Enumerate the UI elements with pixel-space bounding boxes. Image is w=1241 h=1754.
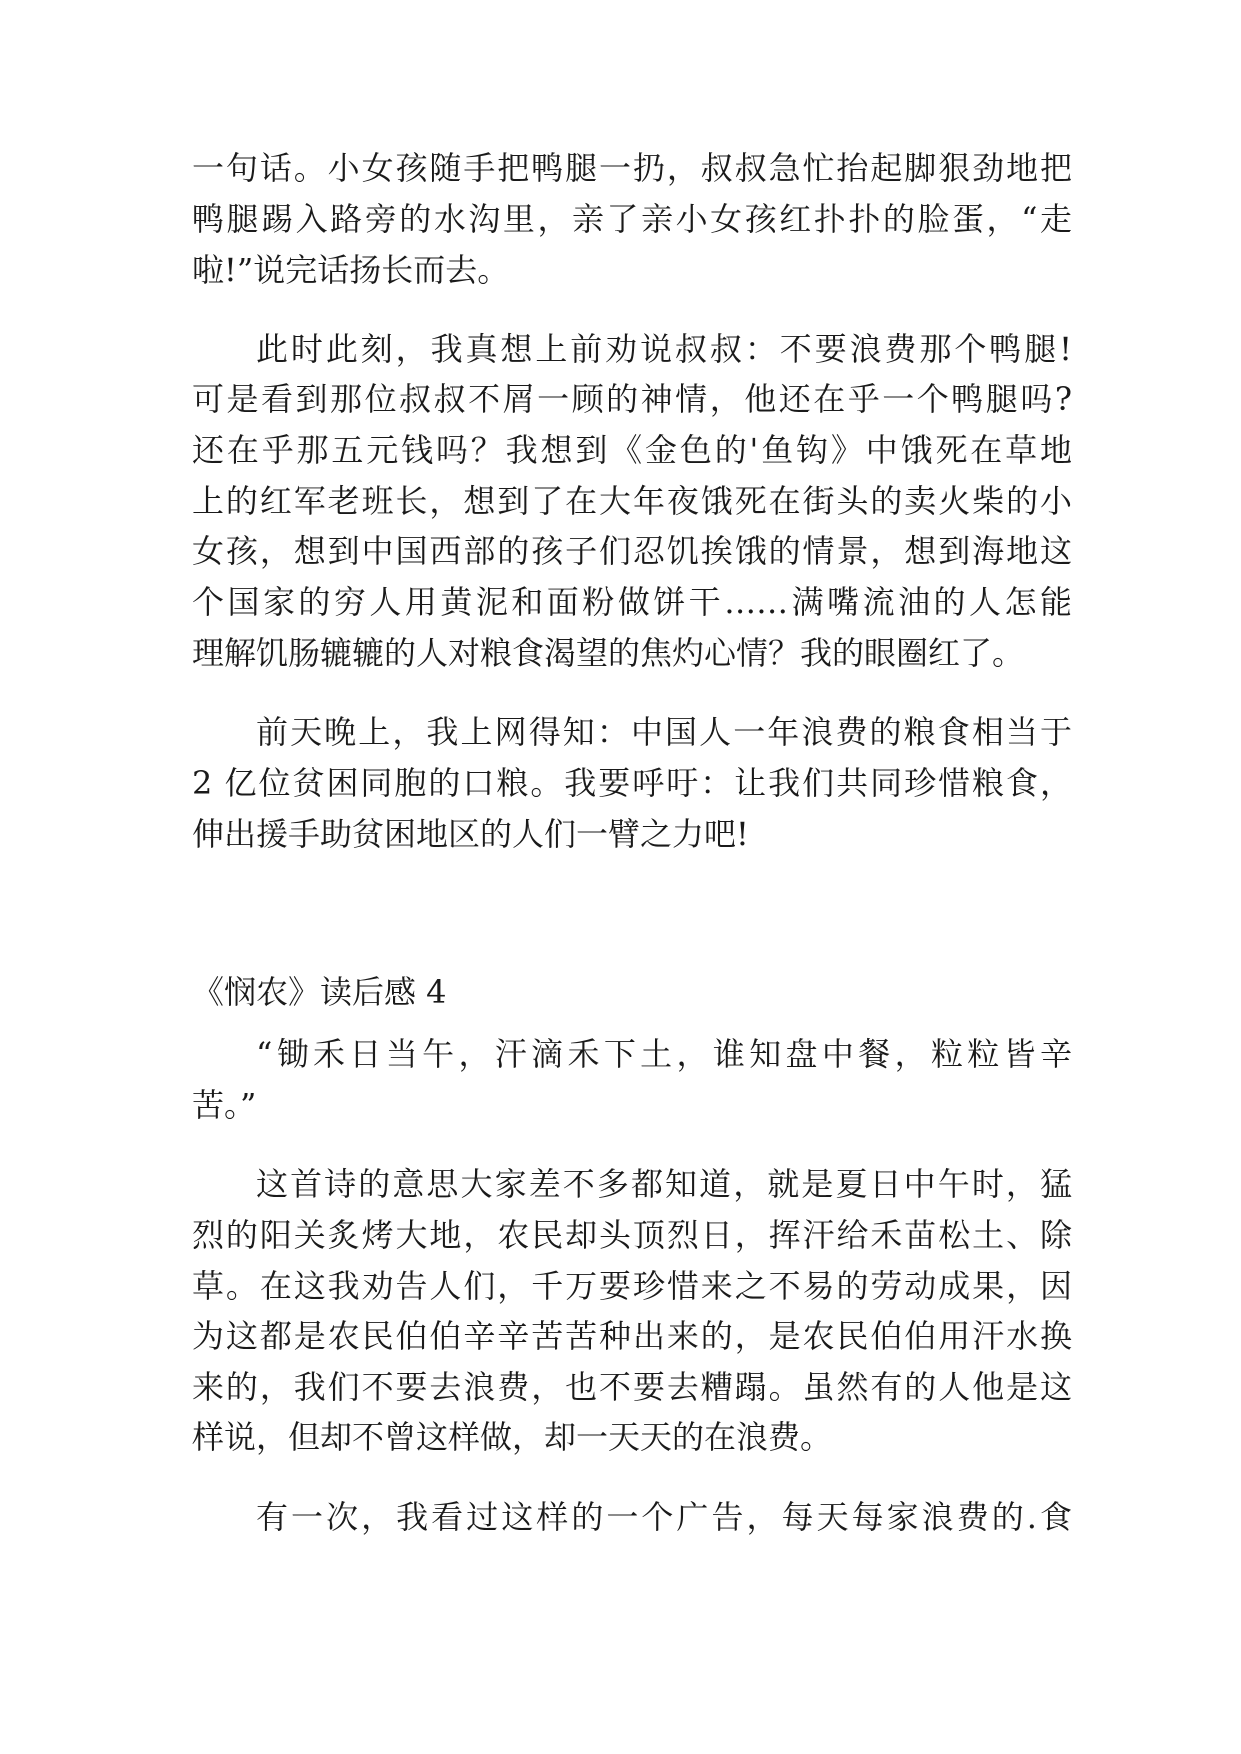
paragraph-line: 上的红军老班长，想到了在大年夜饿死在街头的卖火柴的小	[192, 482, 1072, 520]
paragraph-line: “锄禾日当午，汗滴禾下土，谁知盘中餐，粒粒皆辛	[256, 1035, 1072, 1073]
paragraph-line: 啦!”说完话扬长而去。	[192, 251, 510, 289]
paragraph-line: 苦。”	[192, 1086, 257, 1124]
paragraph-line: 女孩，想到中国西部的孩子们忍饥挨饿的情景，想到海地这	[192, 532, 1072, 570]
paragraph-line: 烈的阳关炙烤大地，农民却头顶烈日，挥汗给禾苗松土、除	[192, 1216, 1072, 1254]
paragraph-line: 前天晚上，我上网得知：中国人一年浪费的粮食相当于	[256, 713, 1072, 751]
paragraph-line: 来的，我们不要去浪费，也不要去糟蹋。虽然有的人他是这	[192, 1368, 1072, 1406]
paragraph-line: 2 亿位贫困同胞的口粮。我要呼吁：让我们共同珍惜粮食，	[192, 764, 1072, 802]
paragraph-line: 此时此刻，我真想上前劝说叔叔：不要浪费那个鸭腿!	[256, 330, 1072, 368]
paragraph-line: 理解饥肠辘辘的人对粮食渴望的焦灼心情？我的眼圈红了。	[192, 634, 1025, 672]
paragraph-line: 可是看到那位叔叔不屑一顾的神情，他还在乎一个鸭腿吗?	[192, 380, 1072, 418]
section-heading: 《悯农》读后感 4	[192, 973, 447, 1011]
paragraph-line: 个国家的穷人用黄泥和面粉做饼干……满嘴流油的人怎能	[192, 583, 1072, 621]
paragraph-line: 还在乎那五元钱吗？我想到《金色的'鱼钩》中饿死在草地	[192, 431, 1072, 469]
paragraph-line: 有一次，我看过这样的一个广告，每天每家浪费的.食	[256, 1498, 1072, 1536]
paragraph-line: 草。在这我劝告人们，千万要珍惜来之不易的劳动成果，因	[192, 1267, 1072, 1305]
paragraph-line: 一句话。小女孩随手把鸭腿一扔，叔叔急忙抬起脚狠劲地把	[192, 149, 1072, 187]
paragraph-line: 为这都是农民伯伯辛辛苦苦种出来的，是农民伯伯用汗水换	[192, 1317, 1072, 1355]
paragraph-line: 这首诗的意思大家差不多都知道，就是夏日中午时，猛	[256, 1165, 1072, 1203]
paragraph-line: 样说，但却不曾这样做，却一天天的在浪费。	[192, 1418, 833, 1456]
paragraph-line: 鸭腿踢入路旁的水沟里，亲了亲小女孩红扑扑的脸蛋，“走	[192, 200, 1072, 238]
paragraph-line: 伸出援手助贫困地区的人们一臂之力吧!	[192, 815, 749, 853]
